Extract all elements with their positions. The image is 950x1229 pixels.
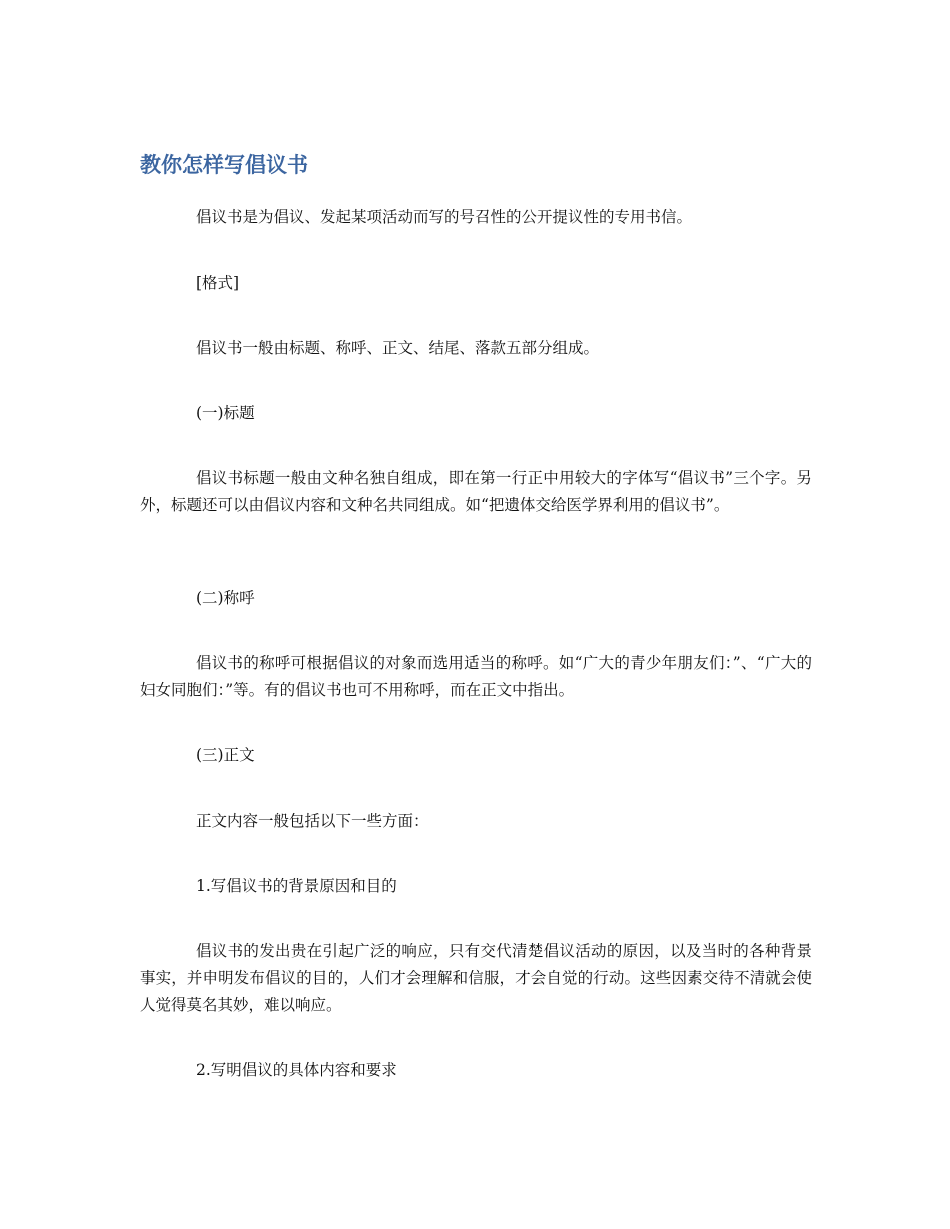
subheading-content: 2.写明倡议的具体内容和要求 — [196, 1061, 397, 1079]
paragraph-format-heading: [格式] — [196, 274, 240, 292]
document-title: 教你怎样写倡议书 — [140, 153, 308, 177]
paragraph-components: 倡议书一般由标题、称呼、正文、结尾、落款五部分组成。 — [196, 339, 600, 357]
section-heading-title: (一)标题 — [196, 404, 255, 422]
section-heading-body: (三)正文 — [196, 746, 255, 764]
section-heading-salutation: (二)称呼 — [196, 589, 255, 607]
paragraph-body-intro: 正文内容一般包括以下一些方面： — [196, 812, 429, 830]
paragraph-title-desc: 倡议书标题一般由文种名独自组成，即在第一行正中用较大的字体写“倡议书”三个字。另外，标题还可以由倡议内容和文种名共同组成。如“把遗体交给医学界利用的倡议书”。 — [140, 469, 812, 514]
paragraph-intro: 倡议书是为倡议、发起某项活动而写的号召性的公开提议性的专用书信。 — [196, 208, 693, 226]
paragraph-salutation-desc: 倡议书的称呼可根据倡议的对象而选用适当的称呼。如“广大的青少年朋友们：”、“广大的妇女同胞们：”等。有的倡议书也可不用称呼，而在正文中指出。 — [140, 654, 812, 699]
subheading-background: 1.写倡议书的背景原因和目的 — [196, 877, 397, 895]
paragraph-background-desc: 倡议书的发出贵在引起广泛的响应，只有交代清楚倡议活动的原因，以及当时的各种背景事实，并申明发布倡议的目的，人们才会理解和信服，才会自觉的行动。这些因素交待不清就会使人觉得莫名其妙，难以响应。 — [140, 942, 812, 1014]
